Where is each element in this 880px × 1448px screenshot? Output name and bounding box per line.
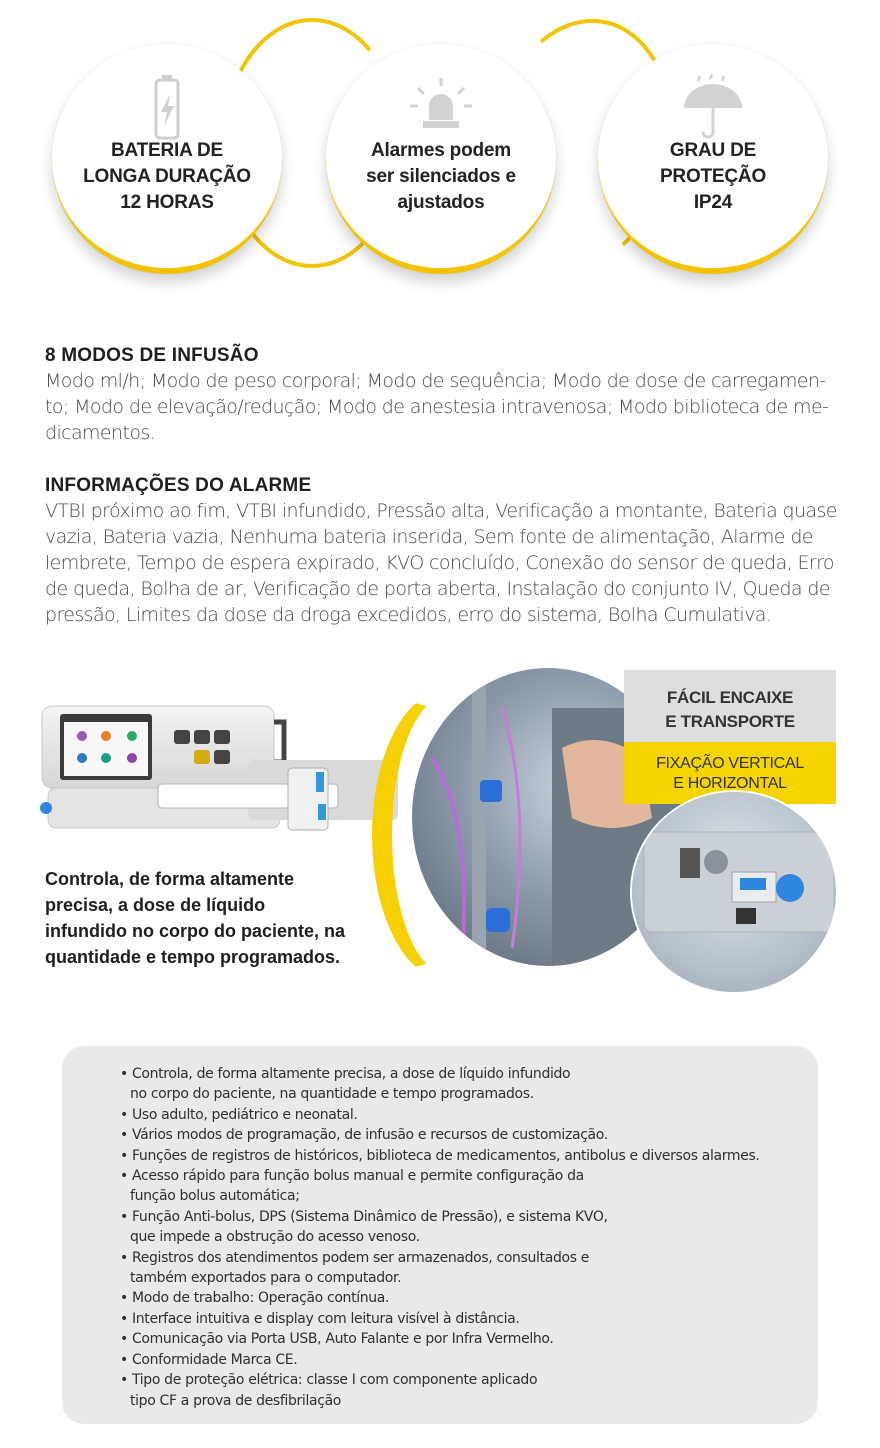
infusion-modes-section — [45, 344, 845, 446]
list-item: • Acesso rápido para função bolus manual e permite configuração da função bolus automática; — [120, 1166, 760, 1207]
alarm-info-section — [45, 474, 845, 628]
features-list-panel — [62, 1046, 818, 1424]
feature-line: ser silenciados e — [366, 166, 516, 187]
mounting-title-line: E TRANSPORTE — [665, 712, 795, 731]
feature-line: 12 HORAS — [120, 192, 214, 213]
feature-line: LONGA DURAÇÃO — [83, 166, 251, 187]
list-item: • Funções de registros de históricos, biblioteca de medicamentos, antibolus e diversos alarmes. — [120, 1147, 760, 1164]
battery-icon — [132, 74, 202, 144]
section-line: vazia, Bateria vazia, Nenhuma bateria inserida, Sem fonte de alimentação, Alarme de — [45, 526, 813, 548]
list-item-text: Comunicação via Porta USB, Auto Falante e por Infra Vermelho. — [132, 1331, 554, 1348]
feature-circle-protection — [598, 44, 828, 274]
list-item: • Uso adulto, pediátrico e neonatal. — [120, 1106, 358, 1123]
feature-line: IP24 — [693, 192, 733, 213]
list-item: • Controla, de forma altamente precisa, a dose de líquido infundido no corpo do paciente, na quantidade e tempo programados. — [120, 1064, 760, 1105]
list-item: • Comunicação via Porta USB, Auto Falante e por Infra Vermelho. — [120, 1331, 554, 1348]
list-item: • Conformidade Marca CE. — [120, 1351, 298, 1368]
syringe-pump-image — [38, 700, 398, 840]
list-item-text: Funções de registros de históricos, biblioteca de medicamentos, antibolus e diversos alarmes. — [132, 1147, 760, 1164]
mounting-subtitle-line: E HORIZONTAL — [673, 775, 787, 792]
feature-line: BATERIA DE — [110, 140, 223, 161]
clamp-detail-drawing — [632, 792, 836, 992]
list-item-text: Vários modos de programação, de infusão e recursos de customização. — [132, 1127, 608, 1144]
clamp-detail-photo — [632, 792, 836, 992]
feature-line: Alarmes podem — [371, 140, 511, 161]
list-item-continuation: tipo CF a prova de desfibrilação — [130, 1392, 342, 1409]
list-item-text: Registros dos atendimentos podem ser armazenados, consultados e — [132, 1249, 590, 1266]
list-item-continuation: também exportados para o computador. — [130, 1270, 402, 1287]
mounting-subtitle-line: FIXAÇÃO VERTICAL — [656, 755, 804, 772]
list-item-text: Controla, de forma altamente precisa, a dose de líquido infundido — [132, 1066, 571, 1082]
feature-circle-battery — [52, 44, 282, 274]
description-line: Controla, de forma altamente — [45, 869, 295, 889]
feature-line: ajustados — [397, 192, 485, 213]
list-item: • Modo de trabalho: Operação contínua. — [120, 1290, 390, 1307]
description-line: infundido no corpo do paciente, na — [45, 921, 345, 941]
features-list — [120, 1064, 760, 1411]
section-line: VTBI próximo ao fim, VTBI infundido, Pressão alta, Verificação a montante, Bateria quase — [45, 500, 837, 522]
description-line: precisa, a dose de líquido — [45, 895, 266, 915]
section-line: lembrete, Tempo de espera expirado, KVO concluído, Conexão do sensor de queda, Erro — [45, 552, 834, 574]
alarm-light-icon — [406, 74, 476, 144]
description-line: quantidade e tempo programados. — [45, 947, 341, 967]
list-item-text: Modo de trabalho: Operação contínua. — [132, 1290, 390, 1307]
feature-line: GRAU DE — [669, 140, 757, 161]
list-item: • Função Anti-bolus, DPS (Sistema Dinâmico de Pressão), e sistema KVO, que impede a obstrução do acesso venoso. — [120, 1207, 760, 1248]
umbrella-rain-icon — [678, 74, 748, 144]
list-item-continuation: que impede a obstrução do acesso venoso. — [130, 1229, 420, 1246]
section-line: dicamentos. — [45, 422, 156, 444]
list-item-text: Função Anti-bolus, DPS (Sistema Dinâmico de Pressão), e sistema KVO, — [132, 1208, 608, 1225]
list-item: • Vários modos de programação, de infusão e recursos de customização. — [120, 1127, 608, 1144]
list-item: • Registros dos atendimentos podem ser armazenados, consultados e também exportados para o computador. — [120, 1248, 760, 1289]
section-line: pressão, Limites da dose da droga excedidos, erro do sistema, Bolha Cumulativa. — [45, 604, 772, 626]
list-item: • Tipo de proteção elétrica: classe I com componente aplicado tipo CF a prova de desfibrilação — [120, 1370, 760, 1411]
list-item-text: Tipo de proteção elétrica: classe I com componente aplicado — [132, 1372, 538, 1389]
list-item-text: Acesso rápido para função bolus manual e permite configuração da — [132, 1168, 584, 1185]
list-item-continuation: no corpo do paciente, na quantidade e tempo programados. — [130, 1086, 534, 1103]
section-title: 8 MODOS DE INFUSÃO — [45, 345, 259, 366]
list-item-text: Interface intuitiva e display com leitura visível à distância. — [132, 1310, 520, 1327]
mounting-title-box — [624, 670, 836, 742]
list-item-text: Uso adulto, pediátrico e neonatal. — [132, 1106, 358, 1123]
feature-circle-alarm — [326, 44, 556, 274]
section-line: Modo ml/h; Modo de peso corporal; Modo de sequência; Modo de dose de carregamen- — [45, 370, 826, 392]
list-item-text: Conformidade Marca CE. — [132, 1351, 298, 1368]
mounting-title-line: FÁCIL ENCAIXE — [666, 688, 794, 707]
list-item-continuation: função bolus automática; — [130, 1188, 300, 1205]
section-line: to; Modo de elevação/redução; Modo de anestesia intravenosa; Modo biblioteca de me- — [45, 396, 829, 418]
section-title: INFORMAÇÕES DO ALARME — [45, 475, 312, 496]
device-description — [45, 866, 375, 970]
section-line: de queda, Bolha de ar, Verificação de porta aberta, Instalação do conjunto IV, Queda de — [45, 578, 830, 600]
feature-line: PROTEÇÃO — [659, 166, 767, 187]
list-item: • Interface intuitiva e display com leitura visível à distância. — [120, 1310, 520, 1327]
